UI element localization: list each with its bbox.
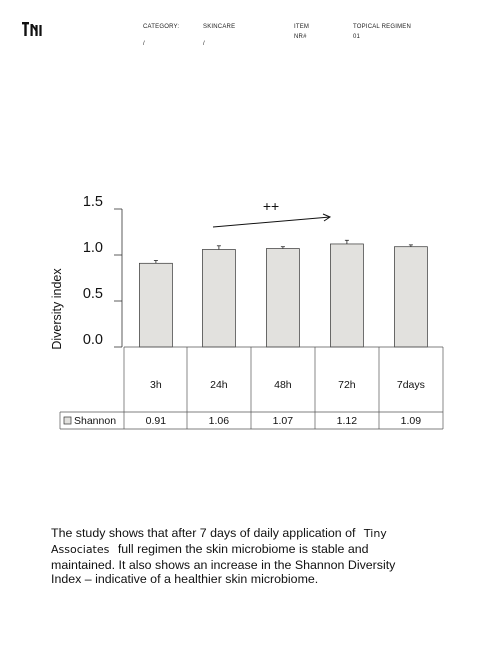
y-tick-label: 0.0 [82,332,103,348]
brand-name: Tiny Associates [51,527,387,556]
y-tick-label: 1.5 [82,194,103,210]
data-bar [202,249,235,347]
x-category-label: 3h [150,379,162,391]
caption-text-after: full regimen the skin microbiome is stable and maintained. It also shows an increase in the Shannon Diversity Index – indicative of a healthier skin microbiome. [51,541,396,587]
x-category-label: 72h [338,379,356,391]
item-nr-label: NR# [294,34,307,40]
data-bar [394,247,427,347]
study-caption [51,526,396,587]
x-category-label: 48h [274,379,292,391]
skincare-label: SKINCARE [203,24,236,30]
y-tick-label: 1.0 [82,240,103,256]
item-label: ITEM [294,24,310,30]
regimen-label: TOPICAL REGIMEN [353,24,412,30]
data-value-label: 0.91 [145,415,167,427]
data-value-label: 1.06 [208,415,230,427]
data-value-label: 1.07 [272,415,294,427]
data-bar [330,244,363,347]
y-axis-label: Diversity index [50,268,64,350]
data-bar [139,263,172,347]
category-label: CATEGORY: [143,24,180,30]
y-tick-label: 0.5 [82,286,103,302]
legend-series-name: Shannon [74,415,117,427]
category-value: / [143,41,145,47]
skincare-value: / [203,41,205,47]
data-value-label: 1.09 [400,415,422,427]
significance-annotation: ++ [262,198,280,214]
data-bar [266,249,299,347]
x-category-label: 24h [210,379,228,391]
regimen-value: 01 [353,34,361,40]
x-category-label: 7days [396,379,425,391]
data-value-label: 1.12 [336,415,358,427]
legend-swatch [64,417,71,424]
trend-arrow [213,217,330,227]
caption-text-before: The study shows that after 7 days of daily application of [51,526,356,540]
